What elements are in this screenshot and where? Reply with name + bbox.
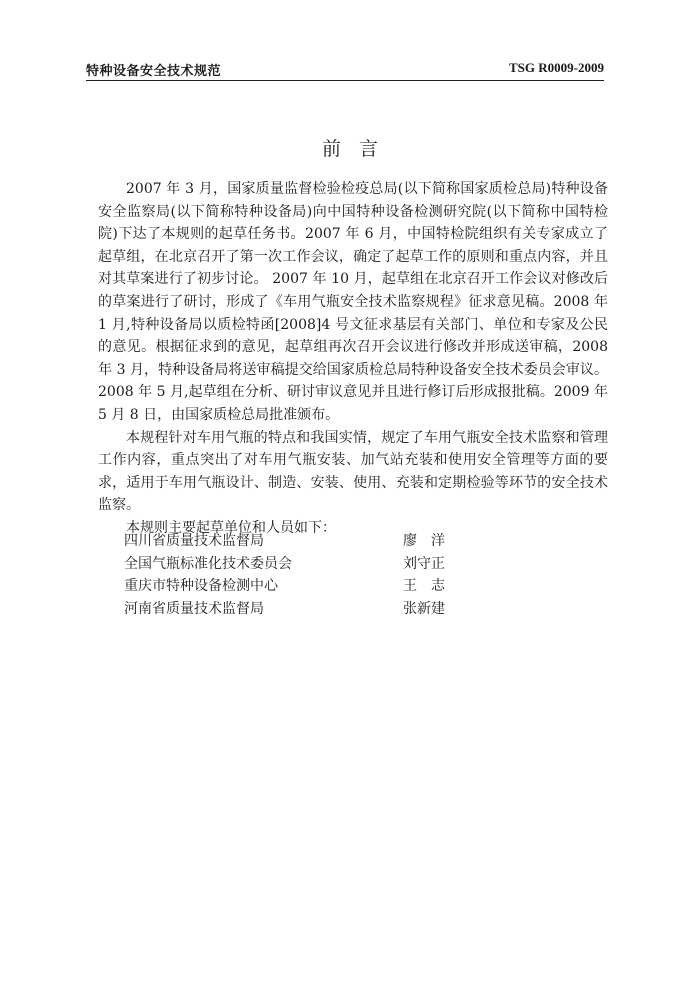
header-series-title: 特种设备安全技术规范 — [86, 64, 222, 79]
running-header — [86, 58, 604, 80]
drafter-row — [124, 575, 484, 598]
paragraph-drafting-history: 2007 年 3 月，国家质量监督检验检疫总局(以下简称国家质检总局)特种设备安全监察局(以下简称特种设备局)向中国特种设备检测研究院(以下简称中国特检院)下达了本规则的起草任务书。2007 年 6 月，中国特检院组织有关专家成立了起草组，在北京召开了第一次工作会议，确定了起草工作的原则和重点内容，并且对其草案进行了初步讨论。 2007 年 10 月，起草组在北京召开工作会议对修改后的草案进行了研讨，形成了《车用气瓶安全技术监察规程》征求意见稿。2008 年 1 月,特种设备局以质检特函[2008]4 号文征求基层有关部门、单位和专家及公民的意见。根据征求到的意见，起草组再次召开会议进行修改并形成送审稿，2008 年 3 月，特种设备局将送审稿提交给国家质检总局特种设备安全技术委员会审议。2008 年 5 月,起草组在分析、研讨审议意见并且进行修订后形成报批稿。2009 年 5 月 8 日，由国家质检总局批准颁布。 — [98, 181, 608, 423]
page-title: 前言 — [321, 138, 396, 160]
foreword-body — [98, 178, 608, 540]
drafter-row — [124, 553, 484, 576]
drafter-row — [124, 598, 484, 621]
drafters-list — [124, 530, 484, 620]
drafter-person: 王 志 — [403, 578, 445, 595]
paragraph-scope: 本规程针对车用气瓶的特点和我国实情，规定了车用气瓶安全技术监察和管理工作内容，重点突出了对车用气瓶安装、加气站充装和使用安全管理等方面的要求，适用于车用气瓶设计、制造、安装、使用、充装和定期检验等环节的安全技术监察。 — [98, 429, 608, 514]
drafter-unit: 河南省质量技术监督局 — [124, 600, 264, 617]
drafter-row — [124, 530, 484, 553]
header-divider — [86, 80, 604, 81]
drafter-person: 刘守正 — [403, 555, 445, 572]
drafter-unit: 全国气瓶标准化技术委员会 — [124, 555, 292, 572]
drafter-person: 廖 洋 — [403, 533, 445, 549]
drafter-unit: 四川省质量技术监督局 — [124, 533, 264, 549]
header-document-code: TSG R0009-2009 — [509, 60, 604, 75]
drafter-person: 张新建 — [403, 600, 445, 617]
paragraph-drafters-intro: 本规则主要起草单位和人员如下： — [126, 519, 336, 536]
drafter-unit: 重庆市特种设备检测中心 — [124, 578, 278, 595]
